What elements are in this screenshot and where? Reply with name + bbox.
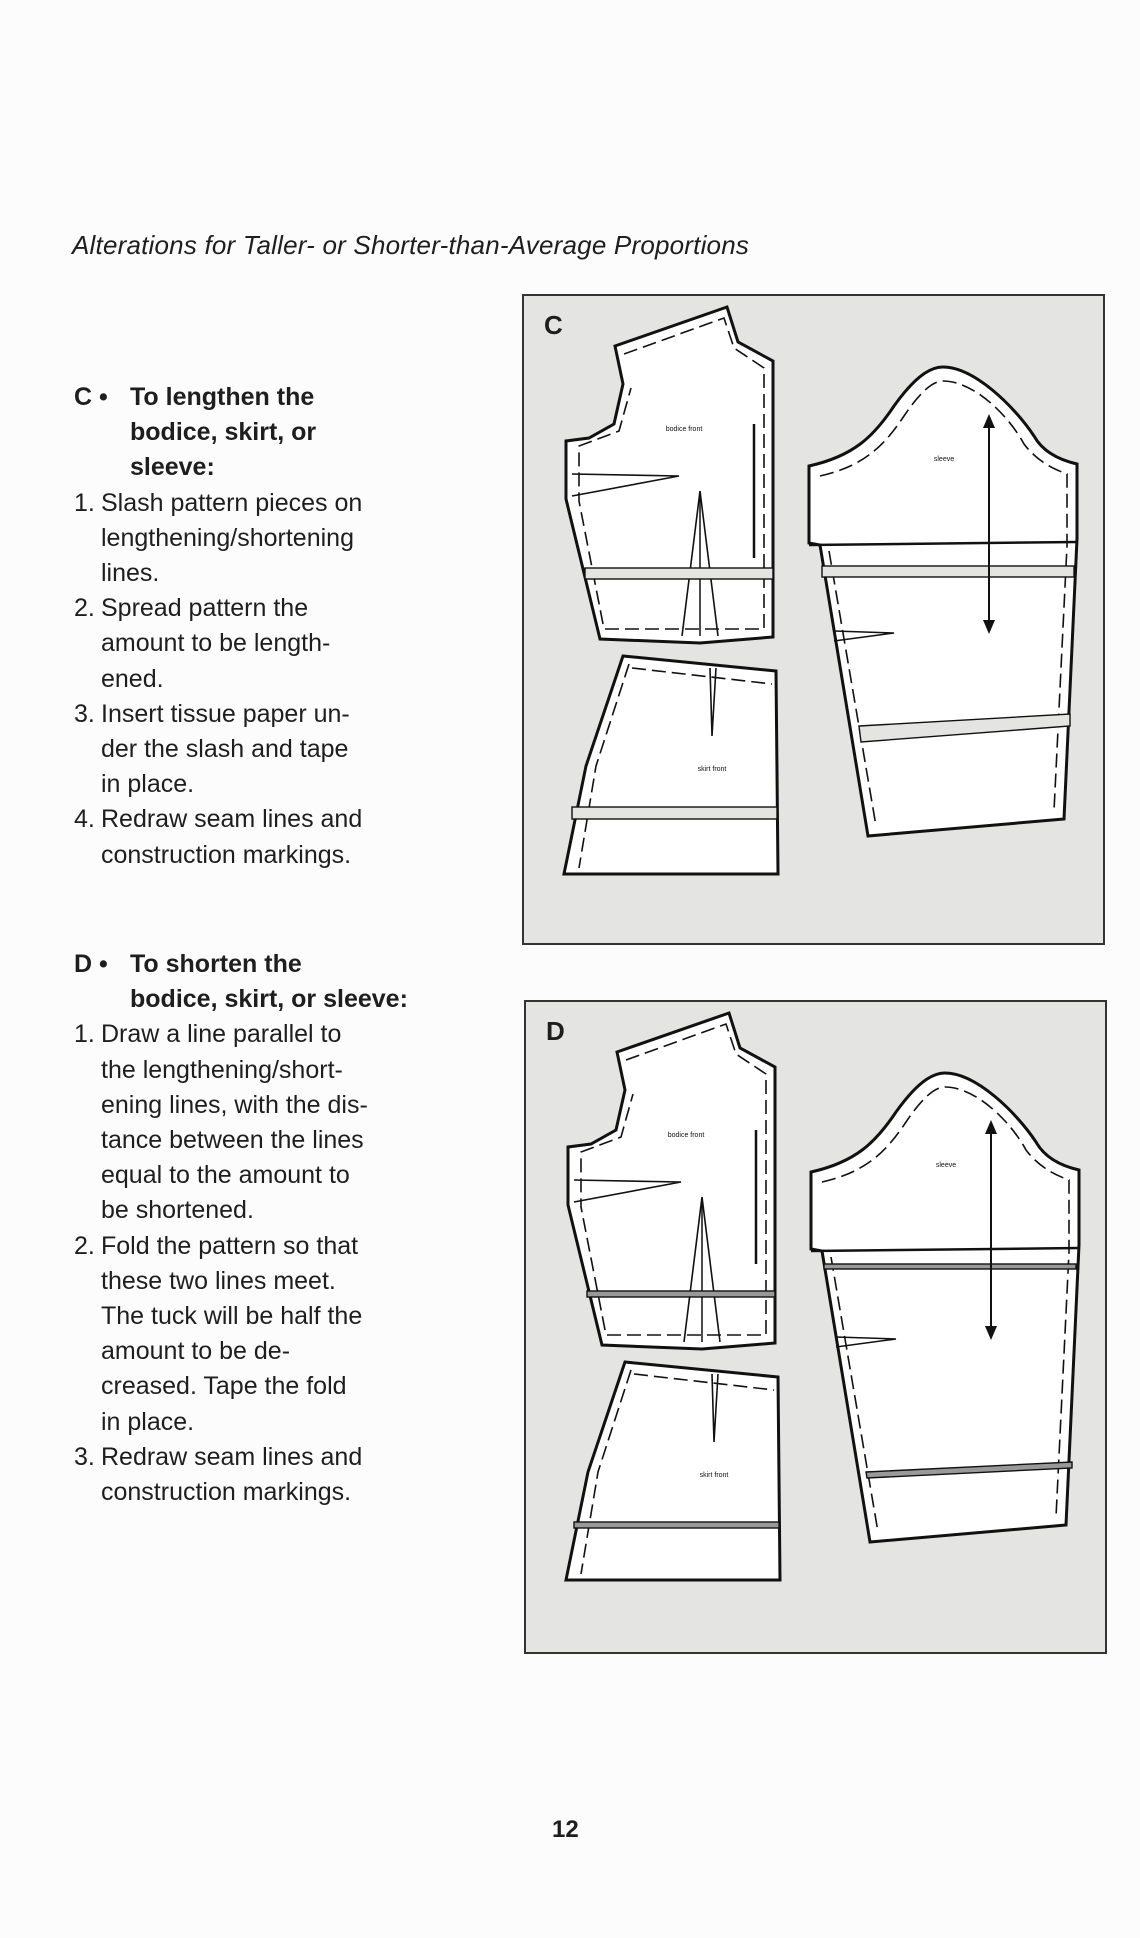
heading-line: bodice, skirt, or (130, 418, 317, 447)
step-line: tance between the lines (101, 1126, 364, 1155)
step-number: 1. (74, 488, 95, 517)
step-line: in place. (101, 770, 195, 799)
step-line: Redraw seam lines and (101, 1442, 363, 1471)
heading-line: bodice, skirt, or sleeve: (130, 985, 408, 1014)
bodice-label: bodice front (667, 1132, 705, 1139)
step-item (74, 1229, 444, 1440)
step-number: 1. (74, 1020, 95, 1049)
step-line: The tuck will be half the (101, 1302, 363, 1331)
step-number: 2. (74, 1231, 95, 1260)
step-line: lines. (101, 559, 160, 588)
step-line: creased. Tape the fold (101, 1372, 347, 1401)
sleeve-upper-band (822, 566, 1074, 577)
step-line: in place. (101, 1407, 195, 1436)
skirt-adjustment-band (574, 1522, 779, 1528)
step-line: amount to be length- (101, 629, 331, 658)
section-heading (74, 947, 444, 1017)
heading-row (74, 380, 444, 415)
section-heading (74, 380, 444, 486)
step-line: construction markings. (101, 1478, 352, 1507)
step-line: amount to be de- (101, 1337, 291, 1366)
step-line: be shortened. (101, 1196, 254, 1225)
bodice-label: bodice front (665, 426, 703, 433)
sleeve-upper-band (824, 1264, 1076, 1269)
step-line: construction markings. (101, 840, 352, 869)
heading-line: To lengthen the (130, 383, 315, 411)
step-line: ening lines, with the dis- (101, 1090, 368, 1119)
step-line: Fold the pattern so that (101, 1231, 359, 1260)
step-line: equal to the amount to (101, 1161, 350, 1190)
step-line: the lengthening/short- (101, 1055, 343, 1084)
step-line: Draw a line parallel to (101, 1020, 342, 1049)
heading-line: To shorten the (130, 950, 302, 978)
step-item (74, 697, 444, 803)
step-line: Spread pattern the (101, 594, 309, 623)
step-number: 2. (74, 594, 95, 623)
sleeve-label: sleeve (935, 1162, 957, 1169)
sleeve-piece (809, 367, 1077, 836)
heading-row (74, 947, 444, 982)
figure-c-drawing (524, 296, 1107, 947)
page-title: Alterations for Taller- or Shorter-than-Average Proportions (72, 230, 750, 260)
step-line: Slash pattern pieces on (101, 488, 363, 517)
bodice-adjustment-band (587, 1291, 775, 1297)
step-line: Redraw seam lines and (101, 805, 363, 834)
step-item (74, 1017, 444, 1228)
page-number: 12 (552, 1816, 579, 1843)
skirt-label: skirt front (699, 1472, 729, 1479)
bodice-adjustment-band (585, 568, 773, 579)
figure-d-shorten (524, 1000, 1107, 1654)
step-item (74, 486, 444, 592)
sleeve-label: sleeve (933, 456, 955, 463)
section-letter: C • (74, 383, 108, 411)
step-item (74, 1440, 444, 1510)
figure-c-label: C (544, 310, 563, 340)
skirt-label: skirt front (697, 766, 727, 773)
heading-line: sleeve: (130, 453, 215, 482)
step-item (74, 802, 444, 872)
step-number: 3. (74, 699, 95, 728)
step-line: ened. (101, 664, 164, 693)
section-c-instructions (74, 380, 444, 873)
figure-d-label: D (546, 1016, 565, 1046)
step-number: 3. (74, 1442, 95, 1471)
step-number: 4. (74, 805, 95, 834)
figure-d-drawing (526, 1002, 1109, 1656)
step-line: der the slash and tape (101, 735, 349, 764)
section-letter: D • (74, 950, 108, 978)
step-item (74, 591, 444, 697)
step-line: Insert tissue paper un- (101, 699, 350, 728)
section-d-instructions (74, 947, 444, 1510)
step-line: these two lines meet. (101, 1266, 336, 1295)
skirt-adjustment-band (572, 807, 777, 819)
step-line: lengthening/shortening (101, 523, 354, 552)
figure-c-lengthen (522, 294, 1105, 945)
